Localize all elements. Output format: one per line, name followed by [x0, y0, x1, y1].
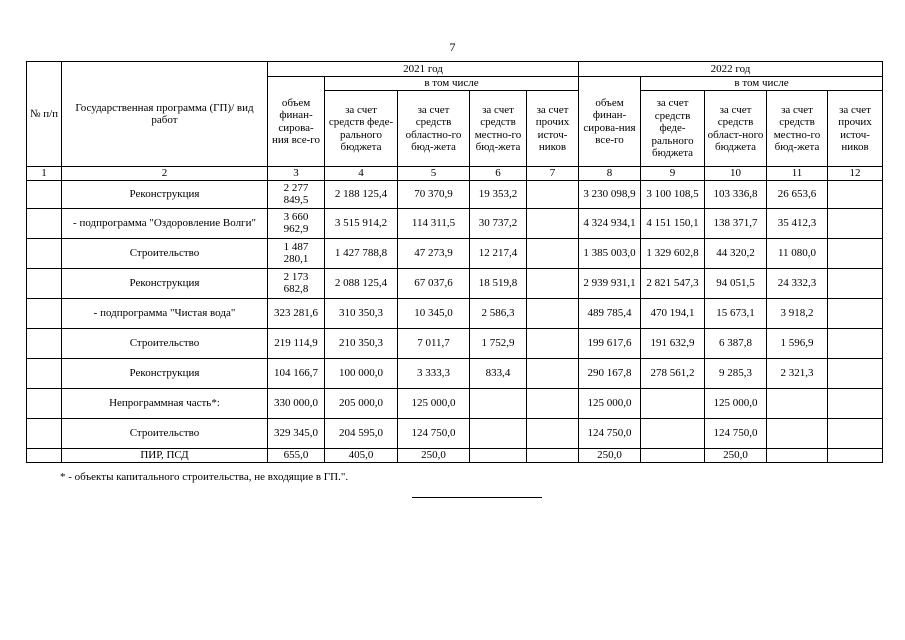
row-value-c3: 1 487 280,1 [268, 238, 325, 268]
header-including-2021: в том числе [325, 77, 579, 91]
row-value-c9: 191 632,9 [641, 328, 705, 358]
row-value-c8: 489 785,4 [579, 298, 641, 328]
row-value-c9 [641, 418, 705, 448]
header-reg-2022: за счет средств област-ного бюджета [705, 91, 767, 167]
row-value-c4: 204 595,0 [325, 418, 398, 448]
row-value-c5: 47 273,9 [398, 238, 470, 268]
table-row [27, 358, 883, 388]
row-number [27, 208, 62, 238]
row-value-c11: 11 080,0 [767, 238, 828, 268]
header-total-2022: объем финан-сирова-ния все-го [579, 77, 641, 167]
row-value-c9 [641, 448, 705, 462]
row-value-c12 [828, 208, 883, 238]
row-value-c6: 19 353,2 [470, 180, 527, 208]
col-number: 10 [705, 167, 767, 181]
header-oth-2022: за счет прочих источ-ников [828, 91, 883, 167]
row-value-c12 [828, 238, 883, 268]
row-value-c4: 210 350,3 [325, 328, 398, 358]
row-number [27, 328, 62, 358]
row-value-c10: 138 371,7 [705, 208, 767, 238]
row-value-c9: 470 194,1 [641, 298, 705, 328]
row-value-c4: 3 515 914,2 [325, 208, 398, 238]
row-value-c5: 7 011,7 [398, 328, 470, 358]
row-label: Строительство [62, 418, 268, 448]
row-value-c12 [828, 180, 883, 208]
row-value-c12 [828, 298, 883, 328]
row-value-c9: 2 821 547,3 [641, 268, 705, 298]
row-value-c10: 44 320,2 [705, 238, 767, 268]
col-number: 11 [767, 167, 828, 181]
table-row [27, 208, 883, 238]
row-value-c7 [527, 268, 579, 298]
col-number: 4 [325, 167, 398, 181]
row-value-c5: 114 311,5 [398, 208, 470, 238]
row-value-c12 [828, 418, 883, 448]
row-value-c7 [527, 180, 579, 208]
row-value-c10: 125 000,0 [705, 388, 767, 418]
col-number: 1 [27, 167, 62, 181]
row-value-c11: 24 332,3 [767, 268, 828, 298]
row-value-c9: 4 151 150,1 [641, 208, 705, 238]
header-loc-2022: за счет средств местно-го бюд-жета [767, 91, 828, 167]
row-value-c9: 3 100 108,5 [641, 180, 705, 208]
header-year-2021: 2021 год [268, 62, 579, 77]
column-numbers-row [27, 167, 883, 181]
row-value-c12 [828, 358, 883, 388]
row-number [27, 448, 62, 462]
row-value-c7 [527, 448, 579, 462]
header-year-2022: 2022 год [579, 62, 883, 77]
row-value-c11: 35 412,3 [767, 208, 828, 238]
row-value-c6: 1 752,9 [470, 328, 527, 358]
row-value-c4: 310 350,3 [325, 298, 398, 328]
col-number: 9 [641, 167, 705, 181]
row-value-c7 [527, 328, 579, 358]
row-value-c7 [527, 208, 579, 238]
row-value-c11: 26 653,6 [767, 180, 828, 208]
row-value-c3: 2 173 682,8 [268, 268, 325, 298]
footnote: * - объекты капитального строительства, не входящие в ГП.". [60, 471, 349, 483]
row-value-c5: 10 345,0 [398, 298, 470, 328]
row-value-c9 [641, 388, 705, 418]
row-label: Непрограммная часть*: [62, 388, 268, 418]
row-value-c12 [828, 328, 883, 358]
financing-table [26, 61, 883, 463]
row-value-c5: 125 000,0 [398, 388, 470, 418]
table-row [27, 448, 883, 462]
row-value-c3: 2 277 849,5 [268, 180, 325, 208]
row-value-c4: 2 088 125,4 [325, 268, 398, 298]
table-row [27, 180, 883, 208]
row-value-c4: 1 427 788,8 [325, 238, 398, 268]
row-value-c10: 9 285,3 [705, 358, 767, 388]
row-label: - подпрограмма "Чистая вода" [62, 298, 268, 328]
row-value-c5: 124 750,0 [398, 418, 470, 448]
row-value-c11 [767, 418, 828, 448]
col-number: 3 [268, 167, 325, 181]
row-value-c8: 3 230 098,9 [579, 180, 641, 208]
row-label: Строительство [62, 328, 268, 358]
row-label: Реконструкция [62, 180, 268, 208]
table-row [27, 238, 883, 268]
row-value-c10: 103 336,8 [705, 180, 767, 208]
row-value-c8: 4 324 934,1 [579, 208, 641, 238]
row-value-c6 [470, 448, 527, 462]
row-value-c5: 67 037,6 [398, 268, 470, 298]
row-value-c6: 833,4 [470, 358, 527, 388]
row-value-c10: 94 051,5 [705, 268, 767, 298]
row-value-c8: 1 385 003,0 [579, 238, 641, 268]
row-value-c11 [767, 448, 828, 462]
col-number: 6 [470, 167, 527, 181]
col-number: 8 [579, 167, 641, 181]
row-value-c12 [828, 388, 883, 418]
col-number: 5 [398, 167, 470, 181]
row-value-c12 [828, 268, 883, 298]
row-value-c10: 6 387,8 [705, 328, 767, 358]
header-program: Государственная программа (ГП)/ вид работ [62, 62, 268, 167]
table-row [27, 418, 883, 448]
header-no: № п/п [27, 62, 62, 167]
row-value-c12 [828, 448, 883, 462]
row-value-c4: 405,0 [325, 448, 398, 462]
row-value-c6: 2 586,3 [470, 298, 527, 328]
row-value-c11: 2 321,3 [767, 358, 828, 388]
header-total-2021: объем финан-сирова-ния все-го [268, 77, 325, 167]
row-label: Реконструкция [62, 358, 268, 388]
row-value-c11 [767, 388, 828, 418]
row-value-c6: 30 737,2 [470, 208, 527, 238]
row-value-c7 [527, 388, 579, 418]
row-value-c4: 100 000,0 [325, 358, 398, 388]
row-value-c4: 2 188 125,4 [325, 180, 398, 208]
row-number [27, 298, 62, 328]
col-number: 2 [62, 167, 268, 181]
row-value-c8: 125 000,0 [579, 388, 641, 418]
row-value-c10: 250,0 [705, 448, 767, 462]
header-including-2022: в том числе [641, 77, 883, 91]
row-value-c8: 124 750,0 [579, 418, 641, 448]
row-value-c7 [527, 238, 579, 268]
row-value-c7 [527, 418, 579, 448]
col-number: 12 [828, 167, 883, 181]
header-loc-2021: за счет средств местно-го бюд-жета [470, 91, 527, 167]
row-label: - подпрограмма "Оздоровление Волги" [62, 208, 268, 238]
row-value-c6: 12 217,4 [470, 238, 527, 268]
row-value-c10: 15 673,1 [705, 298, 767, 328]
table-row [27, 328, 883, 358]
row-value-c8: 2 939 931,1 [579, 268, 641, 298]
row-label: ПИР, ПСД [62, 448, 268, 462]
row-value-c11: 1 596,9 [767, 328, 828, 358]
header-reg-2021: за счет средств областно-го бюд-жета [398, 91, 470, 167]
row-value-c6: 18 519,8 [470, 268, 527, 298]
header-fed-2021: за счет средств феде-рального бюджета [325, 91, 398, 167]
row-value-c5: 3 333,3 [398, 358, 470, 388]
row-number [27, 180, 62, 208]
row-value-c9: 278 561,2 [641, 358, 705, 388]
row-value-c3: 219 114,9 [268, 328, 325, 358]
row-number [27, 418, 62, 448]
row-number [27, 268, 62, 298]
row-value-c3: 329 345,0 [268, 418, 325, 448]
row-value-c9: 1 329 602,8 [641, 238, 705, 268]
table-row [27, 268, 883, 298]
row-value-c7 [527, 358, 579, 388]
page-number: 7 [449, 40, 456, 54]
row-value-c11: 3 918,2 [767, 298, 828, 328]
row-value-c6 [470, 418, 527, 448]
table-row [27, 388, 883, 418]
row-label: Строительство [62, 238, 268, 268]
row-value-c3: 655,0 [268, 448, 325, 462]
row-value-c3: 104 166,7 [268, 358, 325, 388]
col-number: 7 [527, 167, 579, 181]
row-value-c5: 250,0 [398, 448, 470, 462]
row-value-c7 [527, 298, 579, 328]
row-value-c3: 323 281,6 [268, 298, 325, 328]
header-fed-2022: за счет средств феде-рального бюджета [641, 91, 705, 167]
row-label: Реконструкция [62, 268, 268, 298]
row-value-c5: 70 370,9 [398, 180, 470, 208]
row-value-c6 [470, 388, 527, 418]
row-number [27, 238, 62, 268]
row-value-c3: 330 000,0 [268, 388, 325, 418]
row-value-c8: 199 617,6 [579, 328, 641, 358]
row-value-c4: 205 000,0 [325, 388, 398, 418]
row-value-c3: 3 660 962,9 [268, 208, 325, 238]
table-row [27, 298, 883, 328]
row-number [27, 358, 62, 388]
row-value-c8: 250,0 [579, 448, 641, 462]
row-number [27, 388, 62, 418]
header-oth-2021: за счет прочих источ-ников [527, 91, 579, 167]
closing-rule [412, 497, 542, 498]
row-value-c10: 124 750,0 [705, 418, 767, 448]
row-value-c8: 290 167,8 [579, 358, 641, 388]
